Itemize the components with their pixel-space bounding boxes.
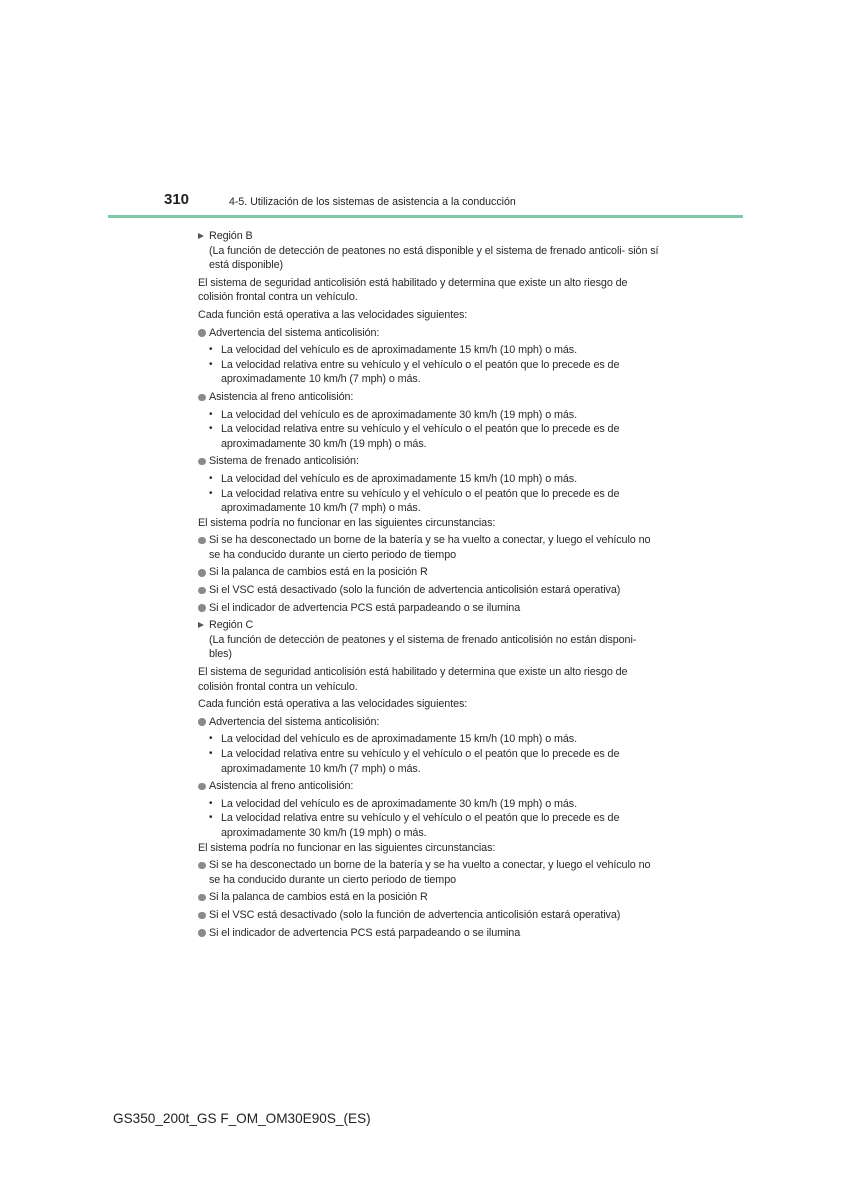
condition-text: Si el indicador de advertencia PCS está parpadeando o se ilumina — [209, 601, 521, 614]
condition-item — [198, 583, 662, 598]
intro-paragraph: El sistema de seguridad anticolisión está habilitado y determina que existe un alto riesgo de colisión frontal contra un vehículo. — [198, 276, 628, 304]
triangle-bullet-icon — [198, 622, 204, 628]
sub-item-text: La velocidad del vehículo es de aproximadamente 15 km/h (10 mph) o más. — [221, 733, 577, 746]
condition-text: Si se ha desconectado un borne de la batería y se ha vuelto a conectar, y luego el vehículo no se ha conducido durante un cierto periodo de tiempo — [209, 859, 651, 886]
dot-bullet-icon: • — [209, 472, 213, 484]
condition-item — [198, 926, 662, 941]
function-name: Asistencia al freno anticolisión: — [209, 390, 354, 403]
condition-item — [198, 565, 662, 580]
sub-item — [198, 358, 662, 387]
dot-bullet-icon: • — [209, 748, 213, 759]
function-item — [198, 779, 662, 794]
sub-item — [198, 487, 662, 516]
sub-item-text: La velocidad relativa entre su vehículo y el vehículo o el peatón que lo precede es de aproximadamente 30 km/h (19 mph) o más. — [221, 812, 620, 839]
page-number: 310 — [164, 191, 190, 208]
header-rule — [108, 215, 743, 218]
condition-item — [198, 908, 662, 923]
function-name: Advertencia del sistema anticolisión: — [209, 715, 380, 728]
region-subtitle: (La función de detección de peatones y el sistema de frenado anticolisión no están disponi- bles) — [209, 633, 637, 661]
sub-item-text: La velocidad del vehículo es de aproximadamente 30 km/h (19 mph) o más. — [221, 408, 577, 421]
sub-item — [198, 422, 662, 451]
sub-item-text: La velocidad del vehículo es de aproximadamente 15 km/h (10 mph) o más. — [221, 344, 577, 357]
region-heading — [198, 618, 662, 662]
condition-text: Si la palanca de cambios está en la posición R — [209, 566, 428, 579]
sub-item — [198, 732, 662, 747]
sub-item-text: La velocidad relativa entre su vehículo y el vehículo o el peatón que lo precede es de aproximadamente 10 km/h (7 mph) o más. — [221, 487, 620, 515]
function-item — [198, 715, 662, 730]
conditions-intro: El sistema podría no funcionar en las siguientes circunstancias: — [198, 841, 496, 854]
condition-text: Si el VSC está desactivado (solo la función de advertencia anticolisión estará operativa) — [209, 908, 621, 921]
circle-bullet-icon — [198, 929, 206, 937]
sub-item-text: La velocidad relativa entre su vehículo y el vehículo o el peatón que lo precede es de aproximadamente 30 km/h (19 mph) o más. — [221, 423, 620, 450]
condition-item — [198, 533, 662, 562]
sub-item-text: La velocidad del vehículo es de aproximadamente 30 km/h (19 mph) o más. — [221, 797, 577, 810]
circle-bullet-icon — [198, 604, 206, 612]
sub-item — [198, 343, 662, 358]
function-item — [198, 390, 662, 405]
dot-bullet-icon: • — [209, 344, 213, 356]
circle-bullet-icon — [198, 783, 206, 791]
sub-item — [198, 747, 662, 776]
dot-bullet-icon: • — [209, 812, 213, 824]
sub-item — [198, 472, 662, 487]
intro-paragraph: El sistema de seguridad anticolisión está habilitado y determina que existe un alto riesgo de colisión frontal contra un vehículo. — [198, 666, 628, 693]
circle-bullet-icon — [198, 912, 206, 920]
circle-bullet-icon — [198, 569, 206, 577]
region-heading — [198, 229, 662, 273]
sub-item-text: La velocidad relativa entre su vehículo y el vehículo o el peatón que lo precede es de aproximadamente 10 km/h (7 mph) o más. — [221, 358, 620, 386]
circle-bullet-icon — [198, 329, 206, 337]
circle-bullet-icon — [198, 537, 206, 545]
region-b — [198, 229, 662, 615]
condition-text: Si el indicador de advertencia PCS está parpadeando o se ilumina — [209, 926, 521, 939]
sub-item — [198, 811, 662, 840]
condition-text: Si el VSC está desactivado (solo la función de advertencia anticolisión estará operativa) — [209, 584, 621, 597]
dot-bullet-icon: • — [209, 423, 213, 435]
dot-bullet-icon: • — [209, 408, 213, 420]
section-title: 4-5. Utilización de los sistemas de asistencia a la conducción — [229, 196, 516, 208]
circle-bullet-icon — [198, 718, 206, 726]
conditions-intro: El sistema podría no funcionar en las siguientes circunstancias: — [198, 516, 496, 529]
sub-item — [198, 797, 662, 812]
sub-item-text: La velocidad del vehículo es de aproximadamente 15 km/h (10 mph) o más. — [221, 472, 577, 485]
speeds-intro: Cada función está operativa a las velocidades siguientes: — [198, 308, 468, 321]
sub-item — [198, 408, 662, 423]
circle-bullet-icon — [198, 587, 206, 595]
circle-bullet-icon — [198, 894, 206, 902]
condition-item — [198, 858, 662, 887]
function-name: Asistencia al freno anticolisión: — [209, 780, 354, 793]
condition-text: Si se ha desconectado un borne de la batería y se ha vuelto a conectar, y luego el vehículo no se ha conducido durante un cierto periodo de tiempo — [209, 534, 651, 561]
region-c — [198, 618, 662, 940]
circle-bullet-icon — [198, 458, 206, 466]
function-name: Advertencia del sistema anticolisión: — [209, 326, 380, 339]
condition-item — [198, 601, 662, 616]
dot-bullet-icon: • — [209, 487, 213, 499]
condition-item — [198, 890, 662, 905]
sub-item-text: La velocidad relativa entre su vehículo y el vehículo o el peatón que lo precede es de aproximadamente 10 km/h (7 mph) o más. — [221, 748, 620, 775]
circle-bullet-icon — [198, 862, 206, 870]
region-subtitle: (La función de detección de peatones no está disponible y el sistema de frenado anticoli- sión sí está disponible) — [209, 244, 659, 272]
condition-text: Si la palanca de cambios está en la posición R — [209, 891, 428, 904]
function-item — [198, 326, 662, 341]
region-title: Región B — [209, 230, 253, 242]
speeds-intro: Cada función está operativa a las velocidades siguientes: — [198, 698, 468, 711]
dot-bullet-icon: • — [209, 797, 213, 809]
function-name: Sistema de frenado anticolisión: — [209, 455, 359, 468]
function-item — [198, 454, 662, 469]
dot-bullet-icon: • — [209, 358, 213, 370]
content — [198, 226, 662, 940]
dot-bullet-icon: • — [209, 733, 213, 745]
circle-bullet-icon — [198, 394, 206, 402]
region-title: Región C — [209, 619, 254, 632]
triangle-bullet-icon — [198, 233, 204, 239]
footer-code: GS350_200t_GS F_OM_OM30E90S_(ES) — [113, 1111, 371, 1126]
